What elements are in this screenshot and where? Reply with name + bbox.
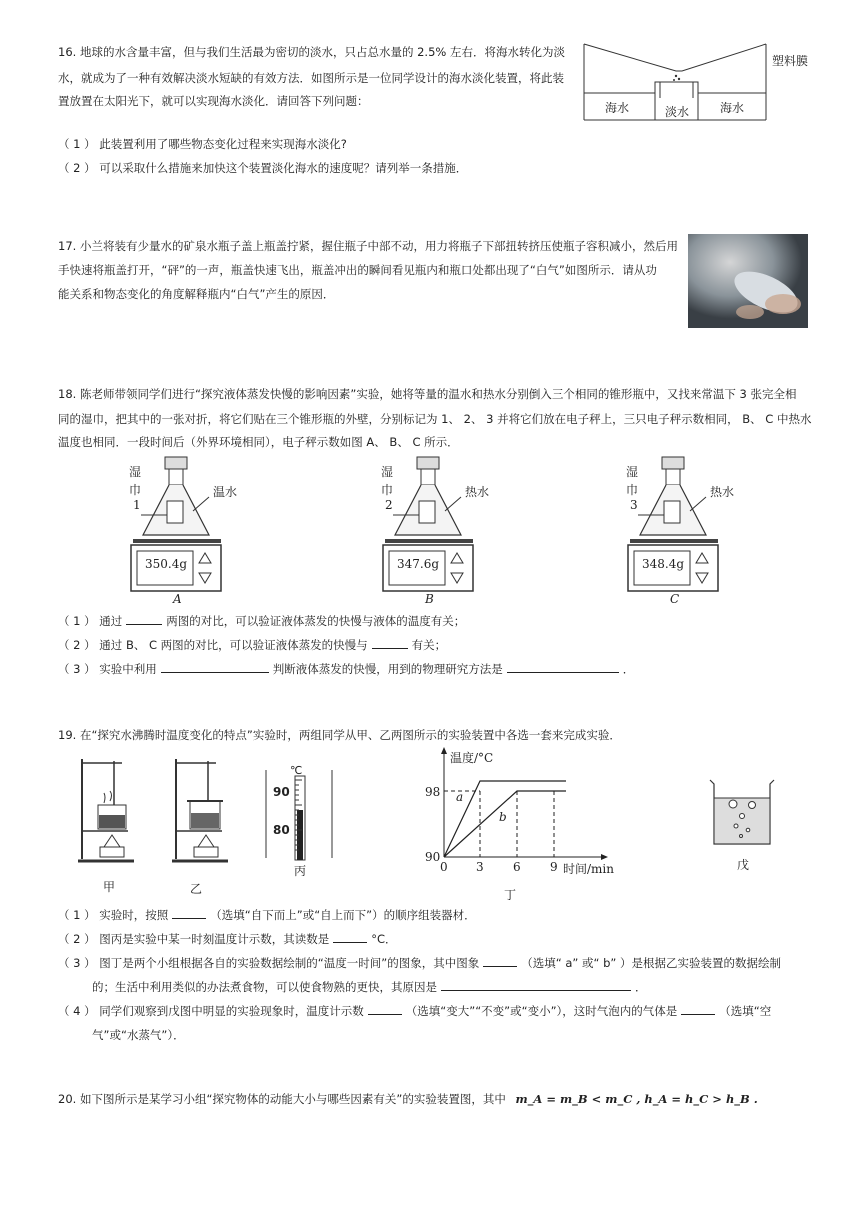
cloth-label-1: 湿 bbox=[626, 465, 639, 479]
scale-reading: 350.4g bbox=[145, 557, 188, 571]
apparatus-jia bbox=[76, 755, 136, 867]
q18-sub2: （ 2 ） 通过 B、 C 两图的对比，可以验证液体蒸发的快慢与 有关； bbox=[58, 638, 447, 652]
scale-reading: 348.4g bbox=[642, 557, 685, 571]
cloth-label-2: 巾 bbox=[129, 483, 142, 497]
label-ding: 丁 bbox=[504, 888, 517, 902]
q19-text-line1: 19. 在“探究水沸腾时温度变化的特点”实验时，两组同学从甲、乙两图所示的实验装置中各选一套来完成实验． bbox=[58, 728, 621, 742]
q19-sub3: （ 3 ） 图丁是两个小组根据各自的实验数据绘制的“温度一时间”的图象，其中图象 （选填“ a” 或“ b” ）是根据乙实验装置的数据绘制 bbox=[58, 956, 782, 970]
label-yi: 乙 bbox=[190, 882, 203, 896]
graph-x0: 0 bbox=[440, 860, 448, 874]
label-jia: 甲 bbox=[103, 880, 116, 894]
q18-sub3: （ 3 ） 实验中利用 判断液体蒸发的快慢，用到的物理研究方法是 ． bbox=[58, 662, 635, 676]
graph-curve-b: b bbox=[499, 810, 507, 824]
thermometer-bing bbox=[262, 766, 338, 862]
q18-text-line3: 温度也相同．一段时间后（外界环境相同），电子秤示数如图 A、 B、 C 所示． bbox=[58, 435, 459, 449]
label-wu: 戊 bbox=[737, 858, 750, 872]
q17-text-line1: 17. 小兰将装有少量水的矿泉水瓶子盖上瓶盖拧紧，握住瓶子中部不动，用力将瓶子下部扭转挤压使瓶子容积减小，然后用 bbox=[58, 239, 678, 253]
q16-text-line3: 置放置在太阳光下，就可以实现海水淡化．请回答下列问题： bbox=[58, 94, 369, 108]
q17-text-line3: 能关系和物态变化的角度解释瓶内“白气”产生的原因． bbox=[58, 287, 335, 301]
figure-caption: A bbox=[173, 592, 182, 606]
q19-sub1: （ 1 ） 实验时，按照 （选填“自下而上”或“自上而下”）的顺序组装器材． bbox=[58, 908, 476, 922]
flask-on-scale bbox=[381, 455, 521, 595]
q16-sub1: （ 1 ） 此装置利用了哪些物态变化过程来实现海水淡化? bbox=[58, 137, 347, 151]
thermo-tick-80: 80 bbox=[273, 823, 290, 837]
beaker-wu bbox=[706, 776, 778, 850]
graph-x6: 6 bbox=[513, 860, 521, 874]
q20-formula: m_A = m_B < m_C , h_A = h_C > h_B . bbox=[515, 1092, 758, 1106]
thermo-tick-90: 90 bbox=[273, 785, 290, 799]
cloth-number: 3 bbox=[630, 498, 638, 512]
cloth-label-1: 湿 bbox=[129, 465, 142, 479]
thermo-unit: ℃ bbox=[290, 764, 303, 777]
flask-on-scale bbox=[129, 455, 269, 595]
label-bing: 丙 bbox=[294, 864, 307, 878]
sea-right-label: 海水 bbox=[720, 101, 745, 115]
graph-y98: 98 bbox=[425, 785, 441, 799]
q19-sub2: （ 2 ） 图丙是实验中某一时刻温度计示数，其读数是 °C． bbox=[58, 932, 397, 946]
graph-x9: 9 bbox=[550, 860, 558, 874]
graph-ylabel: 温度/°C bbox=[450, 751, 494, 765]
scale-reading: 347.6g bbox=[397, 557, 440, 571]
liquid-label: 温水 bbox=[213, 485, 238, 499]
graph-xlabel: 时间/min bbox=[563, 862, 614, 876]
graph-y90: 90 bbox=[425, 850, 441, 864]
cloth-label-2: 巾 bbox=[626, 483, 639, 497]
sea-left-label: 海水 bbox=[605, 101, 630, 115]
liquid-label: 热水 bbox=[465, 485, 490, 499]
q18-text-line1: 18. 陈老师带领同学们进行“探究液体蒸发快慢的影响因素”实验，她将等量的温水和热水分别倒入三个相同的锥形瓶中，又找来常温下 3 张完全相 bbox=[58, 387, 797, 401]
figure-caption: C bbox=[670, 592, 680, 606]
cloth-number: 2 bbox=[385, 498, 393, 512]
q16-text-line1: 16. 地球的水含量丰富，但与我们生活最为密切的淡水，只占总水量的 2.5% 左右．将海水转化为淡 bbox=[58, 45, 565, 59]
q19-sub4: （ 4 ） 同学们观察到戊图中明显的实验现象时，温度计示数 （选填“变大”“不变”或“变小”），这时气泡内的气体是 （选填“空 bbox=[58, 1004, 772, 1018]
cloth-label-1: 湿 bbox=[381, 465, 394, 479]
q16-sub2: （ 2 ） 可以采取什么措施来加快这个装置淡化海水的速度呢？请列举一条措施． bbox=[58, 161, 468, 175]
fresh-label: 淡水 bbox=[665, 105, 690, 119]
q19-sub3-cont: 的；生活中利用类似的办法煮食物，可以使食物熟的更快，其原因是 ． bbox=[92, 980, 647, 994]
apparatus-yi bbox=[170, 755, 230, 867]
cloth-label-2: 巾 bbox=[381, 483, 394, 497]
graph-curve-a: a bbox=[456, 790, 464, 804]
liquid-label: 热水 bbox=[710, 485, 735, 499]
q18-sub1: （ 1 ） 通过 两图的对比，可以验证液体蒸发的快慢与液体的温度有关； bbox=[58, 614, 466, 628]
cloth-number: 1 bbox=[133, 498, 141, 512]
q16-text-line2: 水，就成为了一种有效解决淡水短缺的有效方法．如图所示是一位同学设计的海水淡化装置，将此装 bbox=[58, 71, 564, 85]
q20-text: 20. 如下图所示是某学习小组“探究物体的动能大小与哪些因素有关”的实验装置图，其中 m_A = m_B < m_C , h_A = h_C > h_B . bbox=[58, 1092, 758, 1106]
flask-on-scale bbox=[626, 455, 766, 595]
figure-caption: B bbox=[425, 592, 434, 606]
q17-text-line2: 手快速将瓶盖打开，“砰”的一声，瓶盖快速飞出，瓶盖冲出的瞬间看见瓶内和瓶口处都出现了“白气”如图所示．请从功 bbox=[58, 263, 657, 277]
q19-sub4-cont: 气”或“水蒸气”）． bbox=[92, 1028, 185, 1042]
graph-x3: 3 bbox=[476, 860, 484, 874]
q18-text-line2: 同的湿巾，把其中的一张对折，将它们贴在三个锥形瓶的外壁，分别标记为 1、 2、 3 并将它们放在电子秤上，三只电子秤示数相同， B、 C 中热水 bbox=[58, 412, 812, 426]
film-label: 塑料膜 bbox=[772, 54, 809, 68]
bottle-photo bbox=[688, 234, 808, 328]
